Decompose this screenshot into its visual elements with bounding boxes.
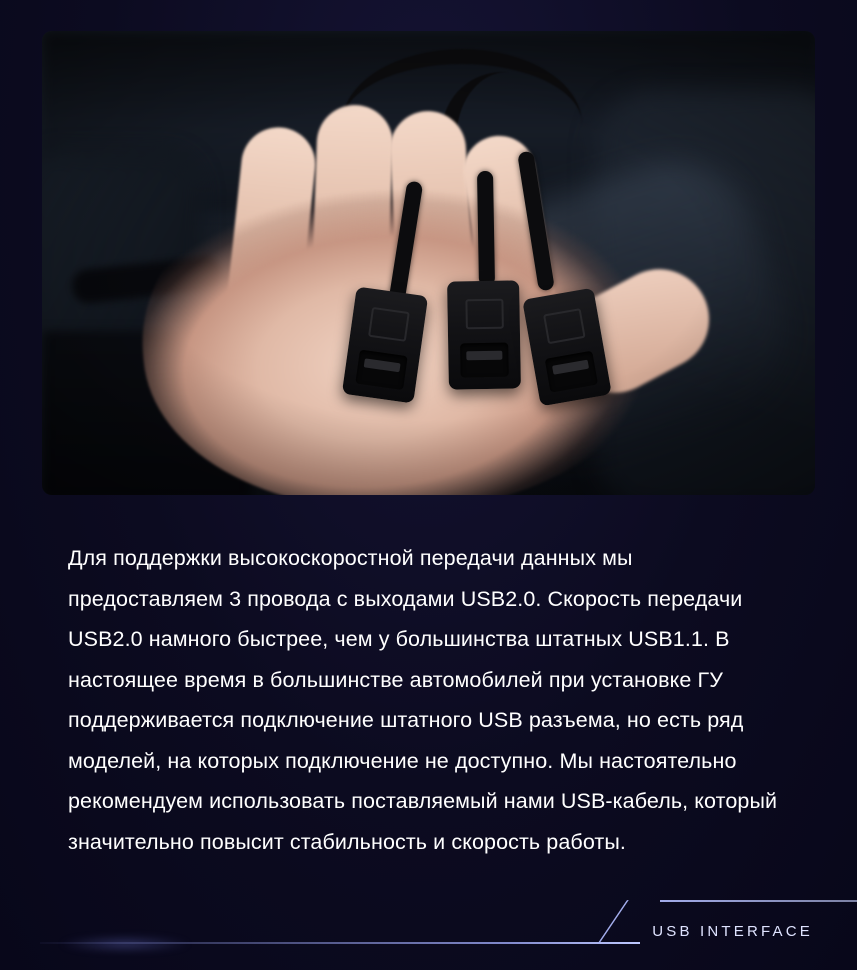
footer-divider-line — [40, 942, 640, 944]
usb-connector-2 — [447, 280, 521, 389]
usb-logo-icon — [465, 299, 504, 330]
footer-label: USB INTERFACE — [652, 923, 813, 940]
description-paragraph: Для поддержки высокоскоростной передачи данных мы предоставляем 3 провода с выходами USB2.0. Скорость передачи USB2.0 намного быстрее, чем у большинства штатных USB1.1. В настоящее время в большинстве автомобилей при установке ГУ поддерживается подключение штатного USB разъема, но есть ряд моделей, на которых подключение не доступно. Мы настоятельно рекомендуем использовать поставляемый нами USB-кабель, который значительно повысит стабильность и скорость работы. — [68, 546, 778, 854]
footer-upper-line — [660, 900, 857, 902]
photo-background — [42, 31, 815, 495]
usb-port-opening — [460, 343, 509, 378]
usb-logo-icon — [543, 308, 586, 344]
footer-glow — [60, 936, 190, 952]
footer — [0, 892, 857, 970]
usb-logo-icon — [368, 307, 410, 342]
usb-cable-2 — [477, 171, 495, 286]
usb-connector-1 — [342, 287, 428, 404]
usb-port-opening — [545, 351, 598, 393]
usb-cables-photo — [42, 31, 815, 495]
usb-port-opening — [355, 350, 407, 390]
